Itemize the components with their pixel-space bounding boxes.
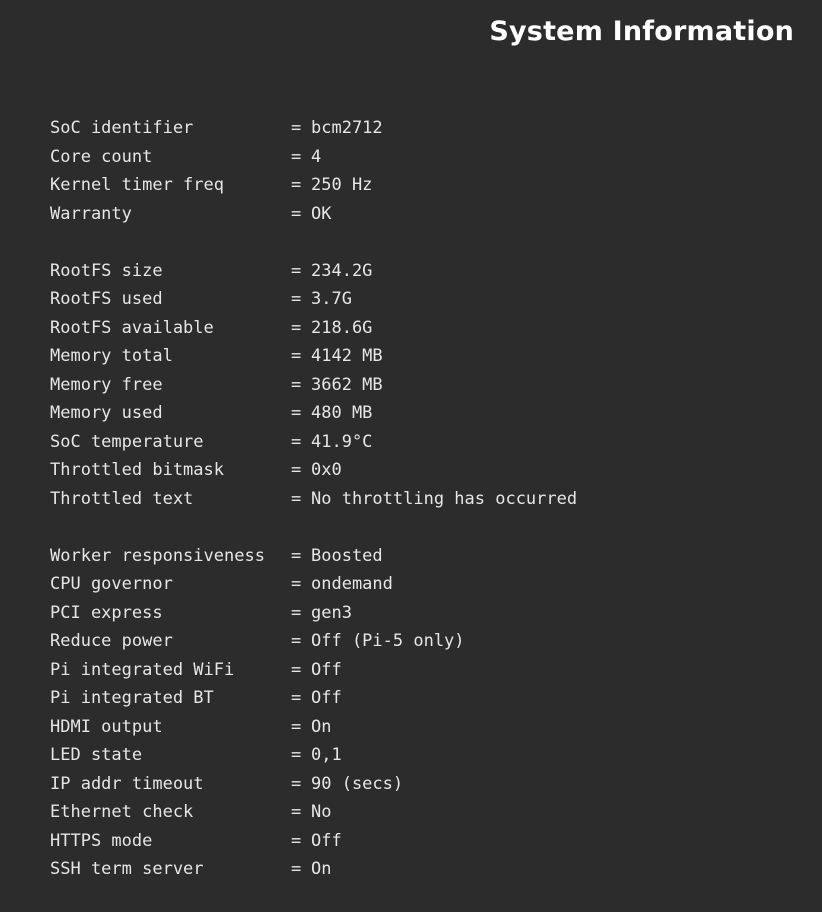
info-label: SoC identifier — [50, 118, 194, 138]
equals-sign: = — [291, 260, 302, 281]
info-row — [50, 257, 802, 286]
info-label: SSH term server — [50, 859, 204, 879]
info-row — [50, 656, 802, 685]
info-row — [50, 371, 802, 400]
equals-sign: = — [291, 118, 302, 138]
info-label: Pi integrated BT — [50, 688, 214, 708]
info-row — [50, 143, 802, 172]
info-label: Pi integrated WiFi — [50, 659, 235, 680]
info-value: Off — [311, 830, 342, 851]
info-row — [50, 314, 802, 343]
info-label: Throttled bitmask — [50, 460, 224, 480]
info-row — [50, 114, 802, 143]
page-title: System Information — [489, 16, 794, 47]
info-label: Memory total — [50, 346, 173, 366]
equals-sign: = — [291, 659, 302, 680]
info-group — [50, 114, 802, 228]
info-label: RootFS size — [50, 260, 163, 281]
info-row — [50, 798, 802, 827]
info-row — [50, 741, 802, 770]
info-row — [50, 171, 802, 200]
info-label: PCI express — [50, 602, 163, 623]
equals-sign: = — [291, 403, 302, 423]
info-value: OK — [311, 203, 332, 224]
info-value: 234.2G — [311, 260, 373, 281]
info-row — [50, 684, 802, 713]
info-row — [50, 285, 802, 314]
info-label: Ethernet check — [50, 802, 194, 822]
info-label: Throttled text — [50, 488, 194, 509]
info-value: 0,1 — [311, 745, 342, 765]
equals-sign: = — [291, 802, 302, 822]
info-row — [50, 827, 802, 856]
info-label: RootFS used — [50, 289, 163, 309]
equals-sign: = — [291, 545, 302, 566]
info-value: 480 MB — [311, 403, 373, 423]
info-value: ondemand — [311, 574, 393, 594]
info-row — [50, 627, 802, 656]
info-row — [50, 485, 802, 514]
equals-sign: = — [291, 716, 302, 737]
info-value: 218.6G — [311, 317, 373, 338]
info-value: On — [311, 716, 332, 737]
info-value: Off — [311, 659, 342, 680]
info-value: 250 Hz — [311, 175, 373, 195]
equals-sign: = — [291, 830, 302, 851]
info-row — [50, 855, 802, 884]
info-row — [50, 342, 802, 371]
info-label: HTTPS mode — [50, 830, 153, 851]
info-label: Core count — [50, 146, 153, 167]
info-label: Warranty — [50, 203, 132, 224]
equals-sign: = — [291, 289, 302, 309]
info-value: 4142 MB — [311, 346, 383, 366]
info-row — [50, 200, 802, 229]
equals-sign: = — [291, 745, 302, 765]
info-label: SoC temperature — [50, 431, 204, 452]
info-value: 0x0 — [311, 460, 342, 480]
info-row — [50, 570, 802, 599]
info-value: 3662 MB — [311, 374, 383, 395]
info-value: 90 (secs) — [311, 773, 404, 794]
info-value: 3.7G — [311, 289, 352, 309]
info-value: bcm2712 — [311, 118, 383, 138]
info-row — [50, 599, 802, 628]
equals-sign: = — [291, 431, 302, 452]
equals-sign: = — [291, 203, 302, 224]
equals-sign: = — [291, 346, 302, 366]
info-row — [50, 428, 802, 457]
info-value: No throttling has occurred — [311, 488, 578, 509]
info-label: Memory free — [50, 374, 163, 395]
info-label: CPU governor — [50, 574, 173, 594]
info-label: LED state — [50, 745, 143, 765]
equals-sign: = — [291, 175, 302, 195]
equals-sign: = — [291, 460, 302, 480]
equals-sign: = — [291, 317, 302, 338]
equals-sign: = — [291, 574, 302, 594]
system-info-panel — [50, 114, 802, 912]
info-label: Worker responsiveness — [50, 545, 265, 566]
info-row — [50, 770, 802, 799]
info-row — [50, 713, 802, 742]
info-label: HDMI output — [50, 716, 163, 737]
equals-sign: = — [291, 488, 302, 509]
equals-sign: = — [291, 602, 302, 623]
equals-sign: = — [291, 688, 302, 708]
equals-sign: = — [291, 374, 302, 395]
info-group — [50, 257, 802, 514]
equals-sign: = — [291, 859, 302, 879]
equals-sign: = — [291, 773, 302, 794]
info-value: 41.9°C — [311, 431, 373, 452]
info-value: Off (Pi-5 only) — [311, 631, 465, 651]
info-label: IP addr timeout — [50, 773, 204, 794]
info-label: Kernel timer freq — [50, 175, 224, 195]
info-group — [50, 542, 802, 884]
info-value: gen3 — [311, 602, 352, 623]
info-row — [50, 399, 802, 428]
info-row — [50, 456, 802, 485]
info-label: Memory used — [50, 403, 163, 423]
info-value: 4 — [311, 146, 322, 167]
info-value: Boosted — [311, 545, 383, 566]
info-label: Reduce power — [50, 631, 173, 651]
info-row — [50, 542, 802, 571]
info-value: Off — [311, 688, 342, 708]
equals-sign: = — [291, 631, 302, 651]
equals-sign: = — [291, 146, 302, 167]
info-value: On — [311, 859, 332, 879]
info-label: RootFS available — [50, 317, 214, 338]
info-value: No — [311, 802, 332, 822]
